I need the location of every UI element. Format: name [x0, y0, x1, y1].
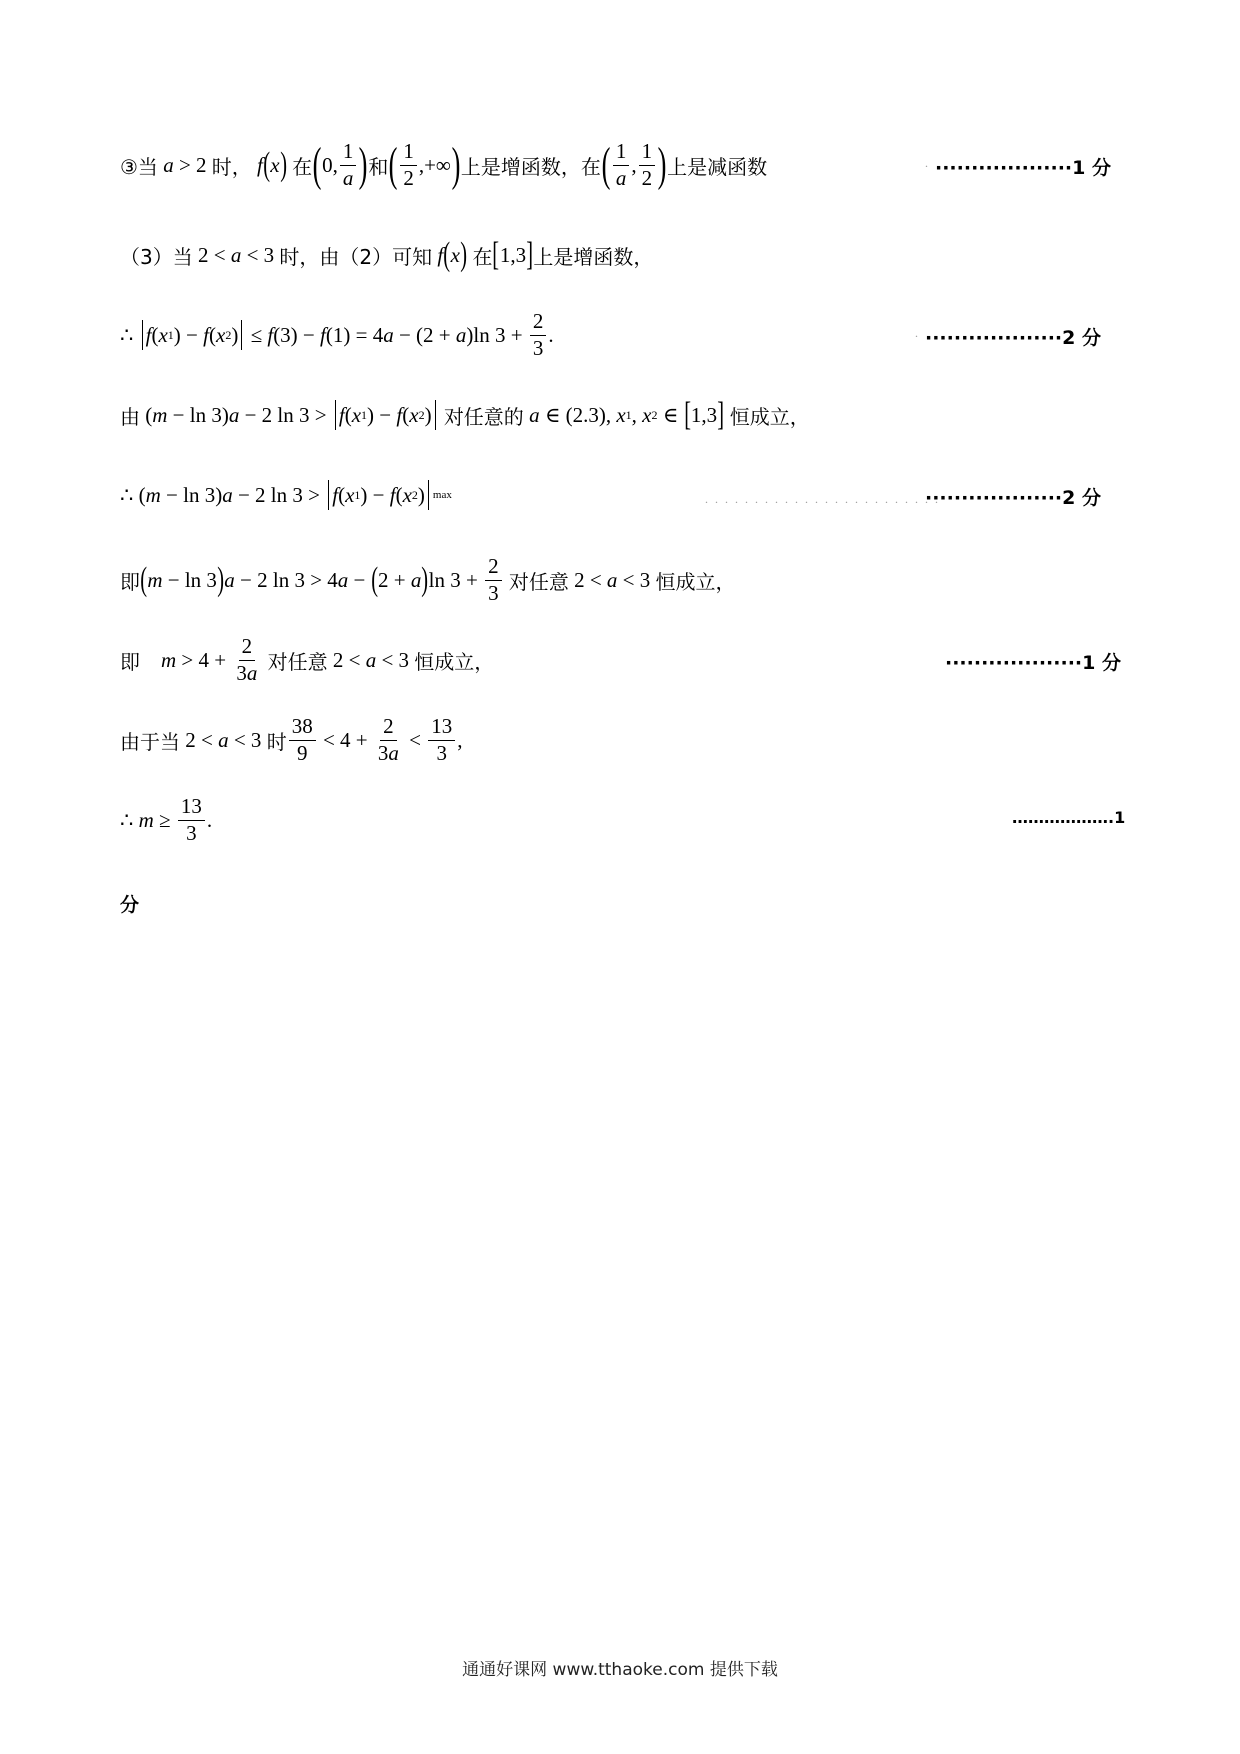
solution-line-7	[0, 615, 1240, 705]
math-expression: 由 ( m − ln 3) a − 2 ln 3 > f ( x 1 ) − f ( x 2 ) 对任意的 a ∈ (2.3), x 1 , x 2 ∈ [ 1,3 ] 恒成立，	[120, 396, 810, 433]
score-mark: ···················1 分	[935, 157, 1111, 179]
math-expression: ∴ m ≥ $\frac{13}{3}$ .	[120, 794, 213, 845]
math-expression: （3）当 2 < a < 3 时，由（2）可知 f ( x ) 在 [ 1,3 ] 上是增函数，	[120, 236, 654, 273]
faint-dots: . . . . . . . . . . . . . . . . . . . . . . . .	[705, 492, 940, 506]
math-expression: 由于当 2 < a < 3 时 $\frac{38}{9}$ < 4 + $\frac{2}{3a}$ < $\frac{13}{3}$ ,	[120, 714, 463, 765]
math-expression: 即 m > 4 + $\frac{2}{3a}$ 对任意 2 < a < 3 恒成立，	[120, 634, 495, 685]
score-mark: ……………….1	[1012, 808, 1126, 827]
page-footer: 通通好课网 www.tthaoke.com 提供下载	[462, 1660, 778, 1680]
solution-line-8	[0, 695, 1240, 785]
score-mark: ···················1 分	[945, 652, 1121, 674]
solution-line-1	[0, 120, 1240, 210]
score-mark: ···················2 分	[925, 327, 1101, 349]
solution-line-2	[0, 210, 1240, 300]
faint-dots: .	[915, 326, 920, 340]
solution-line-3	[0, 290, 1240, 380]
math-expression: 即 ( m − ln 3 ) a − 2 ln 3 > 4 a − ( 2 + a ) ln 3 + $\frac{2}{3}$ 对任意 2 < a < 3 恒成立，	[120, 554, 736, 605]
math-expression: ∴ ( m − ln 3) a − 2 ln 3 > f ( x 1 ) − f ( x 2 ) max	[120, 450, 452, 540]
trailing-score-unit: 分	[120, 894, 140, 916]
solution-line-9	[0, 775, 1240, 865]
score-mark: ···················2 分	[925, 487, 1101, 509]
math-expression: ③当 a > 2 时， f ( x ) 在 ( 0, $\frac{1}{a}$ ) 和 ( $\frac{1}{2}$ ,+∞ ) 上是增函数，在 ( $\frac{1}{a}$ , $\frac{1}{2}$ ) 上是减函数	[120, 138, 768, 191]
solution-line-5	[0, 450, 1240, 540]
math-expression: ∴ f ( x 1 ) − f ( x 2 ) ≤ f (3) − f (1) = 4 a − (2 + a )ln 3 + $\frac{2}{3}$ .	[120, 309, 554, 360]
faint-dots: .	[925, 156, 930, 170]
solution-line-4	[0, 370, 1240, 460]
solution-line-6	[0, 535, 1240, 625]
